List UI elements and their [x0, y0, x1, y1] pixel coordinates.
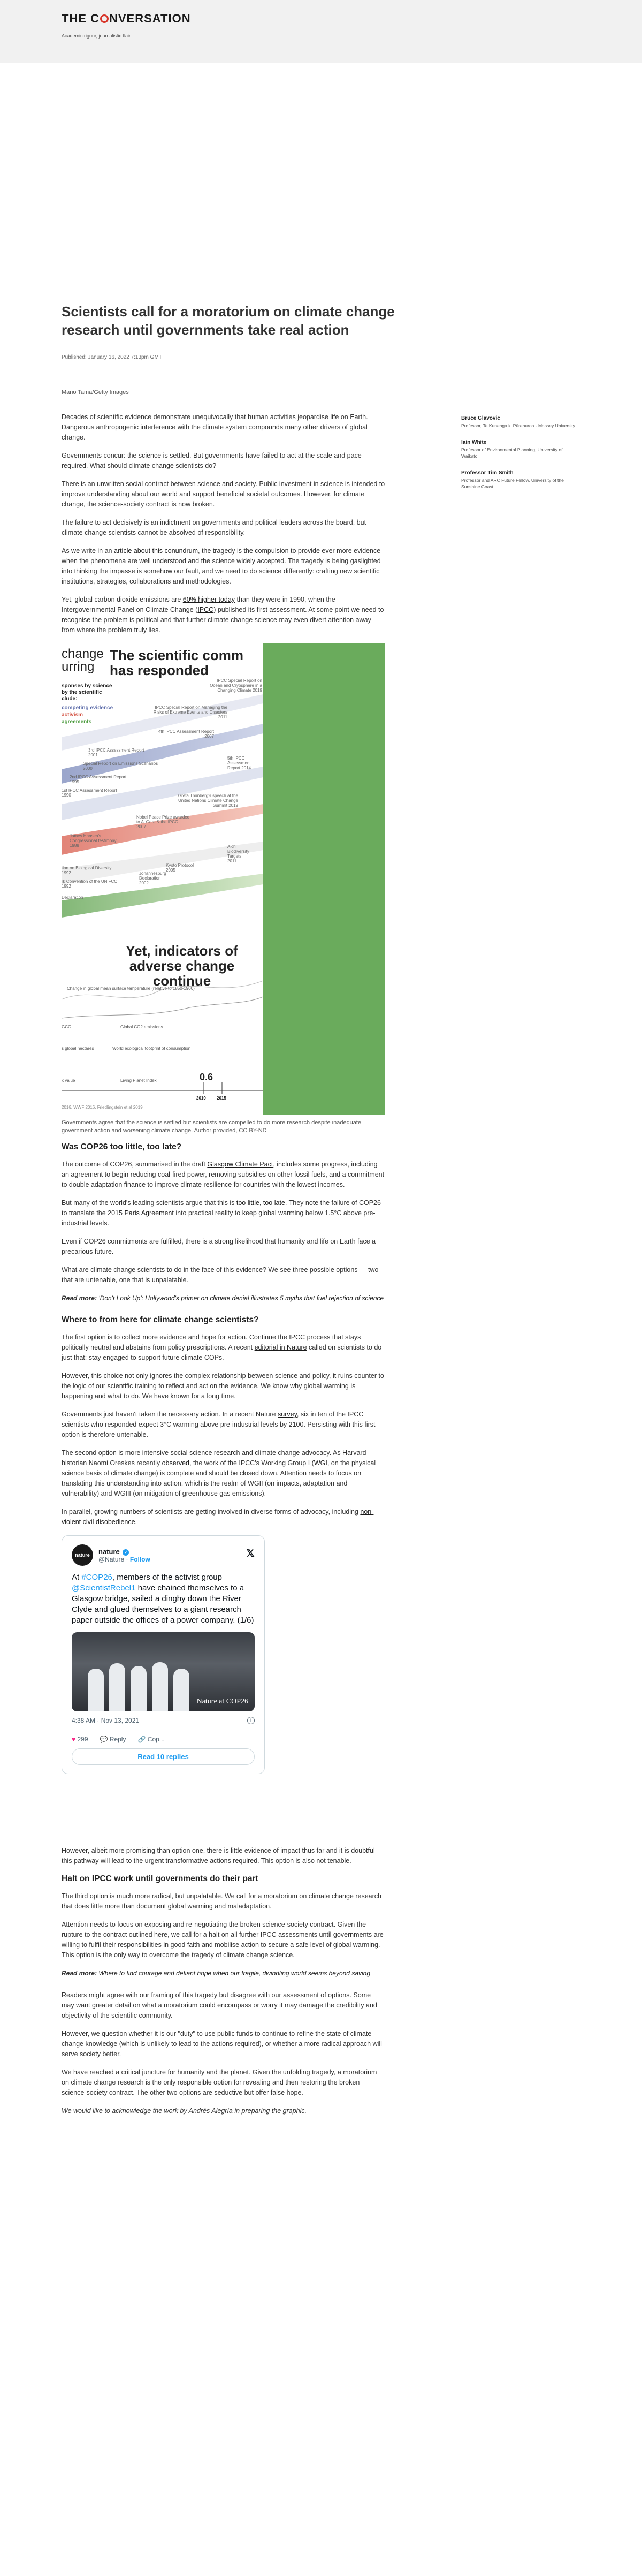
text: As we write in an [62, 547, 114, 555]
text: , includes some progress, including an agreement to begin reducing coal-fired power, removing subsidies on other fossil fuels, and a commitment to double adaptation finance to improve climate resilience for countries with the lowest incomes. [62, 1161, 385, 1188]
inline-link[interactable]: Paris Agreement [124, 1209, 174, 1217]
text: In parallel, growing numbers of scientists are getting involved in diverse forms of advocacy, including [62, 1508, 361, 1516]
tweet-author-name[interactable] [98, 1548, 150, 1556]
tweet-handle-text: @Nature [98, 1555, 125, 1563]
logo-text-start: THE C [62, 12, 100, 25]
read-more-link[interactable]: Where to find courage and defiant hope when our fragile, dwindling world seems beyond saving [98, 1969, 371, 1977]
inline-link[interactable]: non-violent civil disobedience [62, 1508, 374, 1526]
mention-link[interactable]: @ScientistRebel1 [72, 1584, 136, 1593]
site-header [0, 0, 642, 63]
author-card[interactable] [461, 415, 579, 429]
article-title: Scientists call for a moratorium on climate change research until governments take real action [62, 304, 395, 338]
paragraph: Decades of scientific evidence demonstrate unequivocally that human activities jeopardise life on Earth. Dangerous anthropogenic interference with the climate system compounds many other drivers of global change. [62, 413, 368, 441]
text: into practical reality to keep global warming below 1.5°C above pre-industrial levels. [62, 1209, 376, 1227]
paragraph [62, 595, 385, 635]
author-card[interactable] [461, 440, 579, 459]
read-more-label: Read more: [62, 1969, 99, 1977]
paragraph: The failure to act decisively is an indictment on governments and political leaders across the board, but climate change scientists cannot be absolved of responsibility. [62, 519, 366, 536]
copy-label: Cop... [147, 1736, 165, 1743]
milestone-label: IPCC Special Report on Managing the Risks of Extreme Events and Disasters 2011 [153, 705, 227, 719]
text: . They note the failure of COP26 to translate the 2015 [62, 1199, 381, 1217]
reply-icon: 💬 [100, 1736, 108, 1743]
tweet-name-text: nature [98, 1547, 120, 1556]
indicator-label: Global CO2 emissions [120, 1025, 163, 1029]
text: Yet, global carbon dioxide emissions are [62, 596, 183, 603]
paragraph [62, 1160, 385, 1190]
logo-text-end: NVERSATION [109, 12, 191, 25]
index-label: x value [62, 1078, 75, 1083]
paragraph [62, 1332, 385, 1363]
milestone-label: tion on Biological Diversity 1992 [62, 866, 112, 875]
spacer [62, 1787, 385, 1846]
text: , the work of the IPCC's Working Group I ( [189, 1459, 314, 1467]
text: , six in ten of the IPCC scientists who responded expect 3°C warming above pre-industrial levels by 2100. Persisting with this first option is therefore untenable. [62, 1411, 376, 1438]
inline-link[interactable]: 60% higher today [182, 596, 235, 603]
tweet-handle: @Nature · Follow [98, 1555, 150, 1563]
indicator-label: World ecological footprint of consumption [112, 1046, 191, 1051]
tweet-timestamp[interactable] [72, 1717, 255, 1724]
x-logo-icon[interactable]: 𝕏 [246, 1548, 255, 1559]
indicators-subtitle: Change in global mean surface temperature (relative to 1850-1900) [67, 986, 195, 991]
author-role: Professor and ARC Future Fellow, University of the Sunshine Coast [461, 478, 564, 489]
link-icon: 🔗 [137, 1736, 146, 1743]
author-list [461, 415, 579, 501]
text: called on scientists to do just that: stay engaged to support future climate COPs. [62, 1344, 382, 1361]
author-card[interactable] [461, 470, 579, 490]
inline-link[interactable]: article about this conundrum [113, 547, 198, 555]
site-logo[interactable] [62, 12, 191, 26]
milestone-label: 3rd IPCC Assessment Report 2001 [88, 748, 144, 757]
hashtag-link[interactable]: #COP26 [81, 1573, 112, 1582]
legend-item: agreements [62, 719, 92, 725]
read-more [62, 1968, 385, 1979]
indicators-title: Yet, indicators of adverse change continue [126, 943, 238, 989]
read-replies-button[interactable]: Read 10 replies [72, 1748, 255, 1765]
author-name[interactable]: Bruce Glavovic [461, 415, 500, 421]
inline-link[interactable]: Glasgow Climate Pact [207, 1161, 273, 1168]
climate-graphic[interactable] [62, 643, 385, 1115]
paragraph: The third option is much more radical, but unpalatable. We call for a moratorium on climate change research that does little more than document global warming and maladaptation. [62, 1892, 381, 1910]
copy-link-button[interactable] [137, 1736, 164, 1743]
text: , on the physical science basis of climate change) is complete and should be closed down. Attention needs to focus on translating this understanding into action, which is the realm of WGII (on impacts, adaptation and vulnerability) and WGIII (on mitigation of greenhouse gas emissions). [62, 1459, 376, 1497]
milestone-label: James Hansen's Congressional testimony 1988 [70, 834, 117, 848]
paragraph: However, albeit more promising than option one, there is little evidence of impact thus far and it is doubtful this pathway will lead to the urgent transformative actions required. This option is also not tenable. [62, 1847, 375, 1865]
tweet-author [98, 1548, 150, 1563]
text: than they were in 1990, when the Intergovernmental Panel on Climate Change ( [62, 596, 335, 613]
inline-link[interactable]: WGI [314, 1459, 327, 1467]
author-name[interactable]: Professor Tim Smith [461, 470, 514, 476]
tweet-header [72, 1544, 255, 1566]
info-icon[interactable]: i [247, 1717, 255, 1724]
milestone-label: Special Report on Emissions Scenarios 2000 [83, 761, 158, 771]
milestone-label: rk Convention of the UN FCC 1992 [62, 879, 118, 889]
paragraph: However, this choice not only ignores the complex relationship between science and policy, it ruins counter to the logic of our scientific training to reflect and act on the evidence. We know why global warming is happening and what to do. We have known for a long time. [62, 1372, 384, 1400]
milestone-label: Kyoto Protocol 2005 [166, 863, 194, 873]
section-heading: Where to from here for climate change scientists? [62, 1315, 259, 1324]
paragraph [62, 1448, 385, 1499]
person-figure [131, 1666, 147, 1711]
milestone-label: IPCC Special Report on Ocean and Cryosphere in a Changing Climate 2019 [210, 678, 262, 693]
text: The second option is more intensive social science research and climate change advocacy. As Harvard historian Naomi Oreskes recently [62, 1449, 366, 1467]
graphic-source: 2016, WWF 2016, Friedlingstein et al 2019 [62, 1105, 143, 1110]
milestone-label: Nobel Peace Prize awarded to Al Gore & the IPCC 2007 [136, 815, 190, 829]
paragraph: Attention needs to focus on exposing and re-negotiating the broken science-society contract. Given the rupture to the contract outlined here, we call for a halt on all further IPCC assessments until governments are willing to fulfil their responsibilities in good faith and mobilise action to secure a safe level of global warming. This option is the only way to overcome the tragedy of climate change science. [62, 1921, 384, 1959]
like-count: 299 [77, 1736, 88, 1743]
author-name[interactable]: Iain White [461, 440, 487, 445]
text: ) published its first assessment. At some point we need to recognise the problem is political and that further climate change science may even divert attention away from where the problem truly lies. [62, 606, 384, 634]
person-figure [88, 1669, 104, 1711]
image-credit: Mario Tama/Getty Images [62, 389, 129, 396]
section-heading: Halt on IPCC work until governments do their part [62, 1874, 258, 1883]
indicator-label: s global hectares [62, 1046, 94, 1051]
paragraph [62, 1507, 385, 1527]
lpi-label: Living Planet Index [120, 1078, 157, 1083]
milestone-label: Aichi Biodiversity Targets 2011 [227, 844, 249, 863]
tweet-media[interactable] [72, 1632, 255, 1711]
person-figure [152, 1662, 168, 1711]
text: , the tragedy is the compulsion to provide ever more evidence when the phenomena are well understood and the science widely accepted. The tragedy is being gaslighted into thinking the impasse is somehow our fault, and we need to do science differently: crafting new scientific institutions, strategies, collaborations and methodologies. [62, 547, 381, 585]
text: , members of the activist group [112, 1573, 222, 1582]
text: The outcome of COP26, summarised in the draft [62, 1161, 208, 1168]
green-panel [263, 643, 385, 1115]
follow-button[interactable]: Follow [129, 1555, 150, 1563]
reply-label: Reply [109, 1736, 126, 1743]
legend-item: activism [62, 712, 83, 718]
media-caption: Nature at COP26 [196, 1698, 248, 1706]
paragraph [62, 1198, 385, 1229]
inline-link[interactable]: observed [162, 1459, 190, 1467]
site-tagline: Academic rigour, journalistic flair [62, 33, 131, 39]
published-date: Published: January 16, 2022 7:13pm GMT [62, 354, 162, 360]
paragraph: We have reached a critical juncture for humanity and the planet. Given the unfolding tragedy, a moratorium on climate change research is the only responsible option for revealing and then restoring the broken science-society contract. The other two options are seductive but offer false hope. [62, 2069, 377, 2096]
milestone-label: 1st IPCC Assessment Report 1990 [62, 788, 117, 798]
paragraph: There is an unwritten social contract between science and society. Public investment in science is intended to improve understanding about our world and support beneficial societal outcomes. However, for climate change, the science-society contract is now broken. [62, 480, 385, 508]
tweet-actions [72, 1730, 255, 1743]
indicator-label: GCC [62, 1025, 71, 1029]
tweet-text [72, 1572, 255, 1626]
paragraph: Governments concur: the science is settled. But governments have failed to act at the scale and pace required. What should climate change scientists do? [62, 452, 362, 469]
read-more [62, 1293, 385, 1304]
author-role: Professor, Te Kunenga ki Pūrehuroa - Massey University [461, 423, 575, 428]
author-role: Professor of Environmental Planning, University of Waikato [461, 447, 563, 459]
paragraph [62, 1410, 385, 1440]
read-more-link[interactable]: 'Don't Look Up': Hollywood's primer on climate denial illustrates 5 myths that fuel rejection of science [98, 1294, 384, 1302]
year-label: 2010 [196, 1096, 206, 1101]
person-figure [109, 1663, 125, 1711]
like-button[interactable] [72, 1736, 88, 1743]
responses-label: sponses by science by the scientific clude: [62, 683, 112, 702]
lpi-value: 0.6 [200, 1072, 213, 1082]
milestone-label: 5th IPCC Assessment Report 2014 [227, 756, 251, 770]
timestamp-text: 4:38 AM · Nov 13, 2021 [72, 1717, 140, 1724]
paragraph: Readers might agree with our framing of this tragedy but disagree with our assessment of options. Some may want greater detail on what a moratorium could encompass or worry it may damage the credibility and objectivity of the scientific community. [62, 1991, 377, 2019]
paragraph [62, 546, 385, 587]
milestone-label: 2nd IPCC Assessment Report 1995 [70, 775, 127, 784]
text: At [72, 1573, 82, 1582]
acknowledgement: We would like to acknowledge the work by Andrés Alegría in preparing the graphic. [62, 2107, 307, 2115]
graphic-title: The scientific comm has responded [110, 647, 243, 678]
figure-caption: Governments agree that the science is settled but scientists are compelled to do more research despite inadequate government action and worsening climate change. Author provided, CC BY-ND [62, 1119, 362, 1134]
tweet-avatar[interactable]: nature [72, 1544, 93, 1566]
person-figure [173, 1669, 189, 1711]
text: But many of the world's leading scientists argue that this is [62, 1199, 236, 1207]
embedded-tweet[interactable] [62, 1535, 265, 1774]
inline-link[interactable]: IPCC [197, 606, 214, 613]
milestone-label: Greta Thunberg's speech at the United Nations Climate Change Summit 2019 [178, 793, 238, 808]
timeline-band [62, 694, 263, 751]
paragraph: Even if COP26 commitments are fulfilled, there is a strong likelihood that humanity and life on Earth face a precarious future. [62, 1238, 376, 1255]
text: The first option is to collect more evidence and hope for action. Continue the IPCC process that stays politically neutral and abstains from policy prescriptions. A recent [62, 1334, 361, 1351]
text: . [135, 1518, 137, 1526]
inline-link[interactable]: too little, too late [236, 1199, 285, 1207]
section-heading: Was COP26 too little, too late? [62, 1142, 182, 1151]
text: have chained themselves to a Glasgow bridge, sailed a dinghy down the River Clyde and glued themselves to a giant research paper outside the offices of a power company. (1/6) [72, 1584, 254, 1625]
milestone-label: Declaration [62, 895, 83, 900]
article-body [62, 412, 385, 2124]
paragraph: However, we question whether it is our "duty" to use public funds to continue to refine the state of climate change knowledge (which is unlikely to lead to the actions required), or whether a more radical approach will serve society better. [62, 2030, 382, 2058]
indicator-line [62, 997, 263, 1018]
inline-link[interactable]: survey [278, 1411, 297, 1418]
paragraph: What are climate change scientists to do in the face of this evidence? We see three possible options — two that are untenable, one that is unpalatable. [62, 1266, 379, 1284]
read-more-label: Read more: [62, 1294, 99, 1302]
inline-link[interactable]: editorial in Nature [254, 1344, 307, 1351]
graphic-left-title: change urring [62, 647, 104, 674]
verified-badge-icon: ✓ [123, 1549, 129, 1556]
heart-icon: ♥ [72, 1736, 76, 1743]
logo-o-icon [100, 14, 109, 23]
reply-button[interactable] [100, 1736, 126, 1743]
text: Governments just haven't taken the necessary action. In a recent Nature [62, 1411, 278, 1418]
milestone-label: Johannesburg Declaration 2002 [139, 871, 166, 885]
milestone-label: 4th IPCC Assessment Report 2007 [158, 729, 214, 739]
legend-item: competing evidence [62, 705, 113, 711]
year-label: 2015 [217, 1096, 226, 1101]
